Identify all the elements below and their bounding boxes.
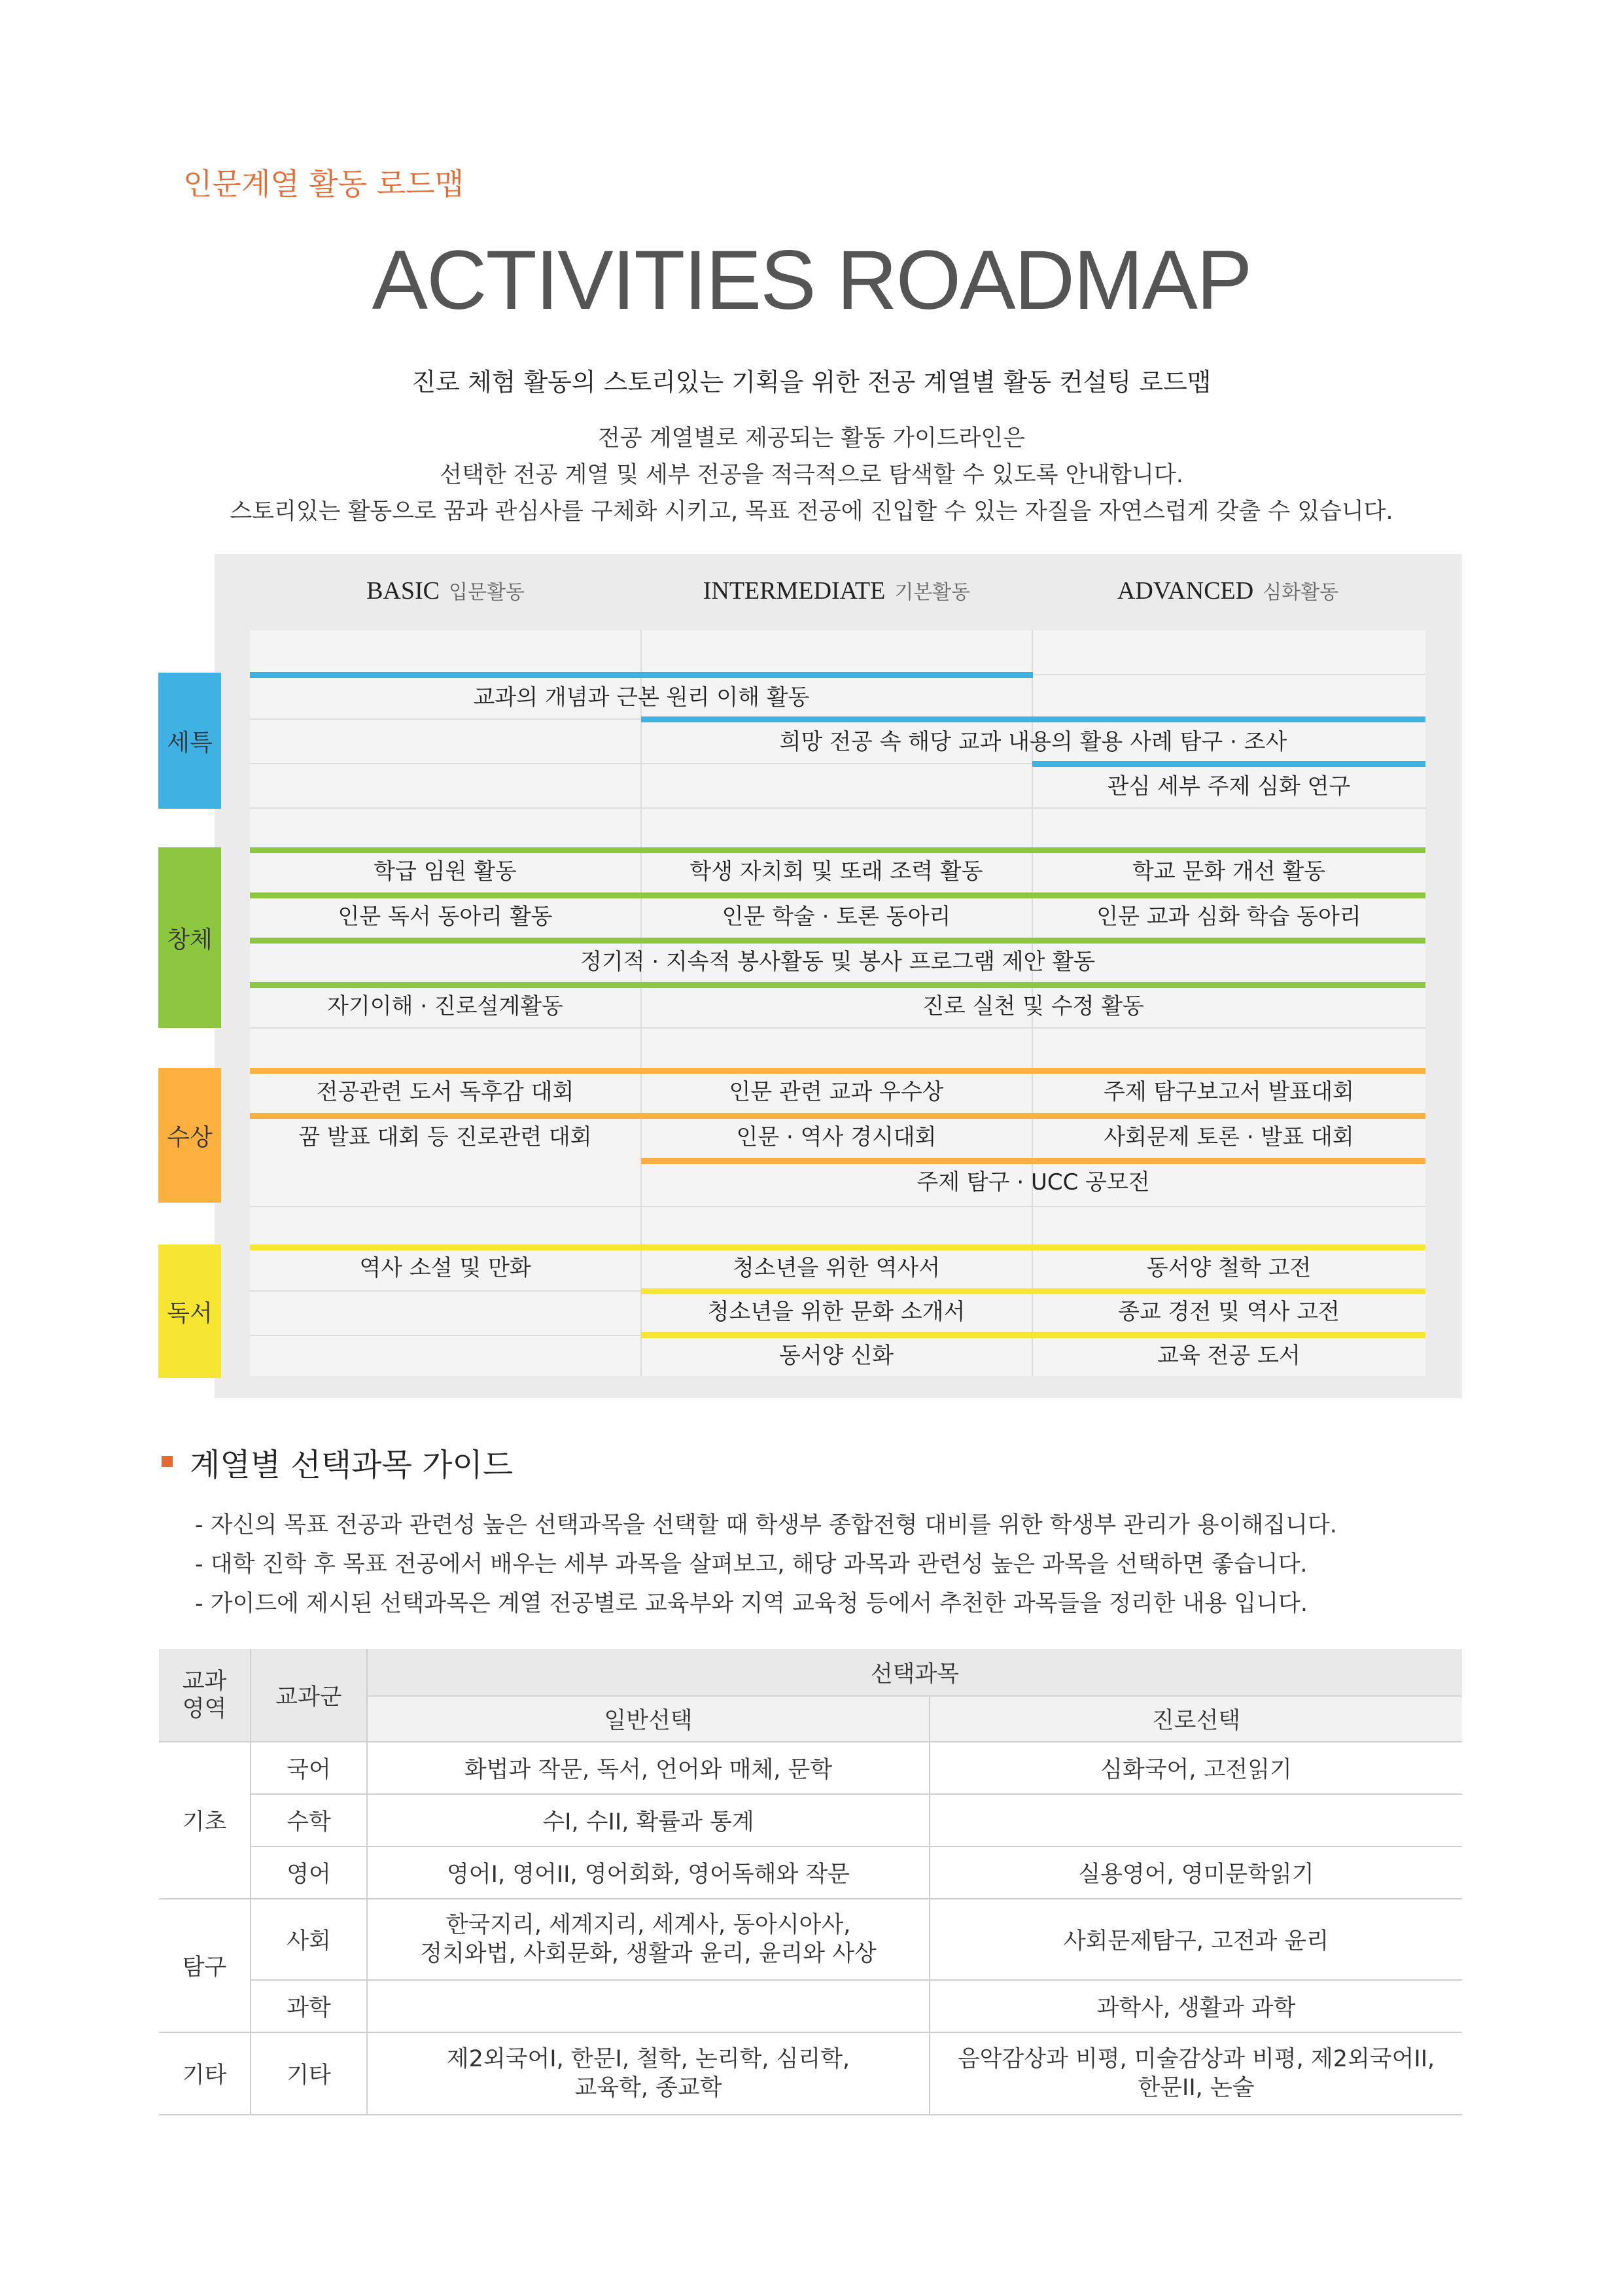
grid-row-line	[250, 1027, 1425, 1029]
career-cell	[930, 1794, 1462, 1846]
grid-row-line	[250, 1206, 1425, 1207]
activity-bar	[250, 672, 1033, 678]
activity-bar	[250, 1113, 1425, 1119]
category-seteuk: 세특	[158, 673, 221, 809]
activity-item: 종교 경전 및 역사 고전	[1118, 1299, 1340, 1325]
general-cell: 영어I, 영어II, 영어회화, 영어독해와 작문	[367, 1846, 930, 1899]
career-cell: 실용영어, 영미문학읽기	[930, 1846, 1462, 1899]
header-area: 교과 영역	[159, 1649, 251, 1742]
general-cell: 한국지리, 세계지리, 세계사, 동아시아사, 정치와법, 사회문화, 생활과 윤리, 윤리와 사상	[367, 1899, 930, 1980]
column-ko: 심화활동	[1263, 581, 1339, 604]
column-header-basic	[250, 576, 641, 605]
activity-bar	[250, 847, 1425, 853]
column-en: ADVANCED	[1117, 577, 1254, 605]
activity-bar	[641, 716, 1425, 722]
general-cell: 화법과 작문, 독서, 언어와 매체, 문학	[367, 1742, 930, 1794]
group-cell: 과학	[251, 1980, 367, 2032]
career-cell: 음악감상과 비평, 미술감상과 비평, 제2외국어II, 한문II, 논술	[930, 2032, 1462, 2115]
column-header-intermediate	[641, 576, 1032, 605]
column-header-advanced	[1032, 576, 1423, 605]
column-ko: 입문활동	[449, 581, 525, 604]
section-title: 계열별 선택과목 가이드	[190, 1447, 514, 1483]
group-cell: 국어	[251, 1742, 367, 1794]
activity-item: 인문 독서 동아리 활동	[338, 904, 553, 930]
activity-item: 동서양 신화	[778, 1343, 894, 1369]
column-ko: 기본활동	[894, 581, 971, 604]
activity-item: 교육 전공 도서	[1157, 1343, 1300, 1369]
subject-table	[159, 1649, 1462, 2115]
group-cell: 수학	[251, 1794, 367, 1846]
career-cell: 과학사, 생활과 과학	[930, 1980, 1462, 2032]
group-cell: 사회	[251, 1899, 367, 1980]
activity-item: 희망 전공 속 해당 교과 내용의 활용 사례 탐구 · 조사	[779, 729, 1287, 755]
activity-item: 교과의 개념과 근본 원리 이해 활동	[473, 684, 810, 711]
activity-bar	[250, 982, 1425, 988]
activity-bar	[250, 892, 1425, 898]
category-changche: 창체	[158, 847, 221, 1028]
group-cell: 기타	[251, 2032, 367, 2115]
page-title: ACTIVITIES ROADMAP	[372, 234, 1251, 327]
intro-line-2: 선택한 전공 계열 및 세부 전공을 적극적으로 탐색할 수 있도록 안내합니다.	[440, 462, 1183, 488]
general-cell: 제2외국어I, 한문I, 철학, 논리학, 심리학, 교육학, 종교학	[367, 2032, 930, 2115]
bullet-square-icon	[162, 1456, 173, 1467]
column-en: BASIC	[366, 577, 440, 605]
intro-line-1: 전공 계열별로 제공되는 활동 가이드라인은	[597, 425, 1026, 451]
activity-item: 인문 · 역사 경시대회	[736, 1124, 937, 1150]
career-cell: 사회문제탐구, 고전과 윤리	[930, 1899, 1462, 1980]
area-cell: 기타	[159, 2032, 251, 2115]
activity-item: 청소년을 위한 문화 소개서	[707, 1299, 966, 1325]
activity-bar	[250, 1068, 1425, 1074]
header-general: 일반선택	[367, 1696, 930, 1742]
activity-item: 전공관련 도서 독후감 대회	[316, 1079, 574, 1105]
activity-item: 정기적 · 지속적 봉사활동 및 봉사 프로그램 제안 활동	[580, 949, 1095, 975]
activity-item: 관심 세부 주제 심화 연구	[1107, 773, 1351, 800]
general-cell: 수I, 수II, 확률과 통계	[367, 1794, 930, 1846]
page-subtitle: 인문계열 활동 로드맵	[183, 166, 464, 202]
general-cell	[367, 1980, 930, 2032]
activity-item: 사회문제 토론 · 발표 대회	[1104, 1124, 1354, 1150]
header-career: 진로선택	[930, 1696, 1462, 1742]
header-selected: 선택과목	[367, 1649, 1462, 1696]
activity-item: 학급 임원 활동	[374, 858, 517, 885]
headline: 진로 체험 활동의 스토리있는 기획을 위한 전공 계열별 활동 컨설팅 로드맵	[411, 368, 1212, 397]
guide-item: - 자신의 목표 전공과 관련성 높은 선택과목을 선택할 때 학생부 종합전형 대비를 위한 학생부 관리가 용이해집니다.	[195, 1512, 1337, 1538]
activity-bar	[641, 1158, 1425, 1164]
activity-item: 주제 탐구 · UCC 공모전	[916, 1169, 1150, 1195]
activity-item: 역사 소설 및 만화	[359, 1255, 531, 1281]
career-cell: 심화국어, 고전읽기	[930, 1742, 1462, 1794]
activity-bar	[1032, 761, 1425, 767]
activity-item: 주제 탐구보고서 발표대회	[1104, 1079, 1354, 1105]
activity-item: 인문 관련 교과 우수상	[729, 1079, 944, 1105]
area-cell: 탐구	[159, 1899, 251, 2032]
area-cell: 기초	[159, 1742, 251, 1899]
guide-item: - 대학 진학 후 목표 전공에서 배우는 세부 과목을 살펴보고, 해당 과목과 관련성 높은 과목을 선택하면 좋습니다.	[195, 1551, 1308, 1578]
guide-item: - 가이드에 제시된 선택과목은 계열 전공별로 교육부와 지역 교육청 등에서 추천한 과목들을 정리한 내용 입니다.	[195, 1591, 1308, 1617]
activity-item: 꿈 발표 대회 등 진로관련 대회	[298, 1124, 592, 1150]
category-dokseo: 독서	[158, 1245, 221, 1378]
activity-item: 자기이해 · 진로설계활동	[327, 993, 563, 1019]
activity-item: 동서양 철학 고전	[1146, 1255, 1312, 1281]
activity-bar	[250, 938, 1425, 944]
category-susang: 수상	[158, 1068, 221, 1203]
group-cell: 영어	[251, 1846, 367, 1899]
activity-item: 학교 문화 개선 활동	[1132, 858, 1326, 885]
column-en: INTERMEDIATE	[703, 577, 886, 605]
activity-item: 학생 자치회 및 또래 조력 활동	[689, 858, 983, 885]
header-group: 교과군	[251, 1649, 367, 1742]
activity-item: 진로 실천 및 수정 활동	[922, 993, 1144, 1019]
activity-item: 인문 교과 심화 학습 동아리	[1096, 904, 1361, 930]
grid-row-line	[250, 807, 1425, 809]
activity-item: 인문 학술 · 토론 동아리	[722, 904, 951, 930]
activity-item: 청소년을 위한 역사서	[732, 1255, 941, 1281]
intro-line-3: 스토리있는 활동으로 꿈과 관심사를 구체화 시키고, 목표 전공에 진입할 수 있는 자질을 자연스럽게 갖출 수 있습니다.	[230, 499, 1393, 525]
